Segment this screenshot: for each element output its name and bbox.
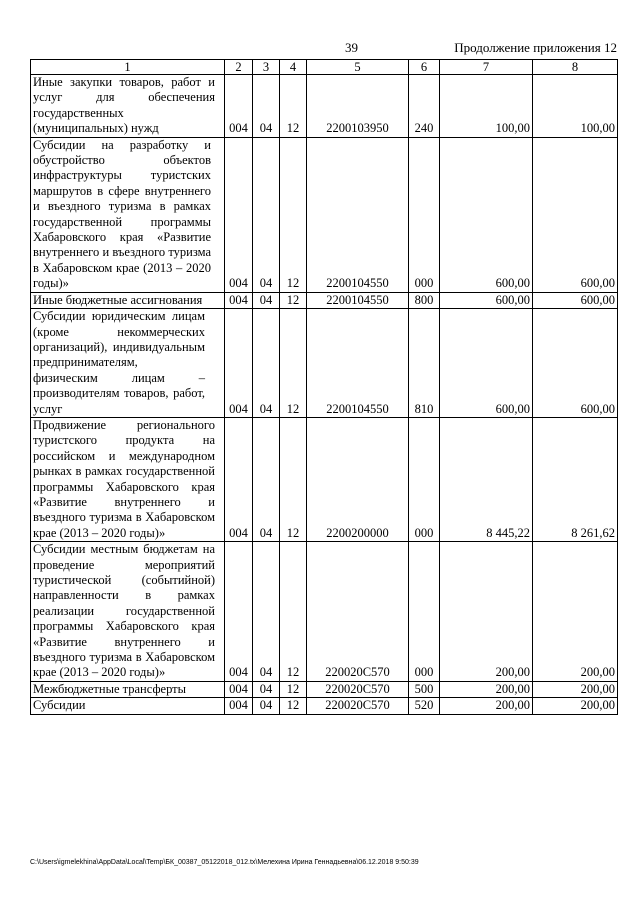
- cell-amount-1: 200,00: [440, 698, 533, 714]
- cell-amount-2: 200,00: [533, 542, 618, 682]
- cell-expense-type: 000: [409, 137, 440, 292]
- cell-amount-2: 100,00: [533, 75, 618, 138]
- cell-amount-2: 600,00: [533, 137, 618, 292]
- row-name: Субсидии местным бюджетам на проведение мероприятий туристической (событийной) направленности в рамках реализации государственной программы Хабаровского края «Развитие внутреннего и въездного туризма в Хабаровском крае (2013 – 2020 годы)»: [31, 542, 225, 682]
- cell-amount-2: 200,00: [533, 681, 618, 697]
- cell-ministry: 004: [225, 681, 253, 697]
- cell-subsection: 12: [280, 292, 307, 308]
- cell-ministry: 004: [225, 137, 253, 292]
- cell-expense-type: 000: [409, 542, 440, 682]
- row-name: Межбюджетные трансферты: [31, 681, 225, 697]
- column-header: 1: [31, 60, 225, 75]
- cell-section: 04: [253, 681, 280, 697]
- column-header: 4: [280, 60, 307, 75]
- cell-target-code: 220020С570: [307, 698, 409, 714]
- cell-amount-1: 600,00: [440, 137, 533, 292]
- cell-section: 04: [253, 292, 280, 308]
- table-row: [31, 137, 618, 292]
- cell-section: 04: [253, 417, 280, 541]
- file-path-footer: C:\Users\igmelekhina\AppData\Local\Temp\БК_00387_05122018_012.tx\Мелехина Ирина Геннадьевна\06.12.2018 9:50:39: [30, 859, 419, 866]
- row-name: Субсидии на разработку и обустройство объектов инфраструктуры туристских маршрутов в сфере внутреннего и въездного туризма в рамках государственной программы Хабаровского края «Развитие внутреннего и въездного туризма в Хабаровском крае (2013 – 2020 годы)»: [31, 137, 225, 292]
- cell-subsection: 12: [280, 75, 307, 138]
- cell-expense-type: 500: [409, 681, 440, 697]
- cell-amount-1: 600,00: [440, 309, 533, 418]
- row-name: Иные закупки товаров, работ и услуг для обеспечения государственных (муниципальных) нужд: [31, 75, 225, 138]
- row-name: Продвижение регионального туристского продукта на российском и международном рынках в рамках государственной программы Хабаровского края «Развитие внутреннего и въездного туризма в Хабаровском крае (2013 – 2020 годы)»: [31, 417, 225, 541]
- cell-expense-type: 000: [409, 417, 440, 541]
- cell-section: 04: [253, 309, 280, 418]
- cell-target-code: 2200104550: [307, 292, 409, 308]
- table-row: [31, 292, 618, 308]
- cell-section: 04: [253, 542, 280, 682]
- cell-amount-1: 600,00: [440, 292, 533, 308]
- cell-ministry: 004: [225, 417, 253, 541]
- cell-amount-1: 100,00: [440, 75, 533, 138]
- table-row: [31, 681, 618, 697]
- cell-target-code: 2200104550: [307, 137, 409, 292]
- table-row: [31, 542, 618, 682]
- cell-amount-2: 200,00: [533, 698, 618, 714]
- continuation-label: Продолжение приложения 12: [454, 40, 617, 55]
- column-header: 5: [307, 60, 409, 75]
- cell-amount-1: 200,00: [440, 542, 533, 682]
- cell-section: 04: [253, 137, 280, 292]
- cell-subsection: 12: [280, 137, 307, 292]
- column-header: 6: [409, 60, 440, 75]
- cell-amount-2: 600,00: [533, 309, 618, 418]
- cell-amount-1: 200,00: [440, 681, 533, 697]
- cell-section: 04: [253, 698, 280, 714]
- column-header: 8: [533, 60, 618, 75]
- cell-expense-type: 240: [409, 75, 440, 138]
- cell-section: 04: [253, 75, 280, 138]
- column-header: 7: [440, 60, 533, 75]
- cell-amount-2: 600,00: [533, 292, 618, 308]
- table-row: [31, 75, 618, 138]
- cell-target-code: 2200200000: [307, 417, 409, 541]
- cell-subsection: 12: [280, 417, 307, 541]
- cell-target-code: 2200104550: [307, 309, 409, 418]
- cell-ministry: 004: [225, 75, 253, 138]
- table-header-row: [31, 60, 618, 75]
- row-name: Субсидии юридическим лицам (кроме некоммерческих организаций), индивидуальным предпринимателям, физическим лицам – производителям товаров, работ, услуг: [31, 309, 225, 418]
- cell-subsection: 12: [280, 309, 307, 418]
- cell-amount-1: 8 445,22: [440, 417, 533, 541]
- cell-ministry: 004: [225, 292, 253, 308]
- cell-ministry: 004: [225, 309, 253, 418]
- column-header: 3: [253, 60, 280, 75]
- cell-target-code: 220020С570: [307, 542, 409, 682]
- row-name: Иные бюджетные ассигнования: [31, 292, 225, 308]
- cell-target-code: 220020С570: [307, 681, 409, 697]
- cell-subsection: 12: [280, 542, 307, 682]
- page-number: 39: [345, 40, 358, 55]
- row-name: Субсидии: [31, 698, 225, 714]
- cell-subsection: 12: [280, 698, 307, 714]
- cell-subsection: 12: [280, 681, 307, 697]
- table-row: [31, 698, 618, 714]
- table-row: [31, 309, 618, 418]
- table-row: [31, 417, 618, 541]
- cell-amount-2: 8 261,62: [533, 417, 618, 541]
- budget-table: [30, 59, 618, 715]
- column-header: 2: [225, 60, 253, 75]
- cell-expense-type: 800: [409, 292, 440, 308]
- cell-expense-type: 520: [409, 698, 440, 714]
- cell-expense-type: 810: [409, 309, 440, 418]
- cell-ministry: 004: [225, 698, 253, 714]
- cell-target-code: 2200103950: [307, 75, 409, 138]
- cell-ministry: 004: [225, 542, 253, 682]
